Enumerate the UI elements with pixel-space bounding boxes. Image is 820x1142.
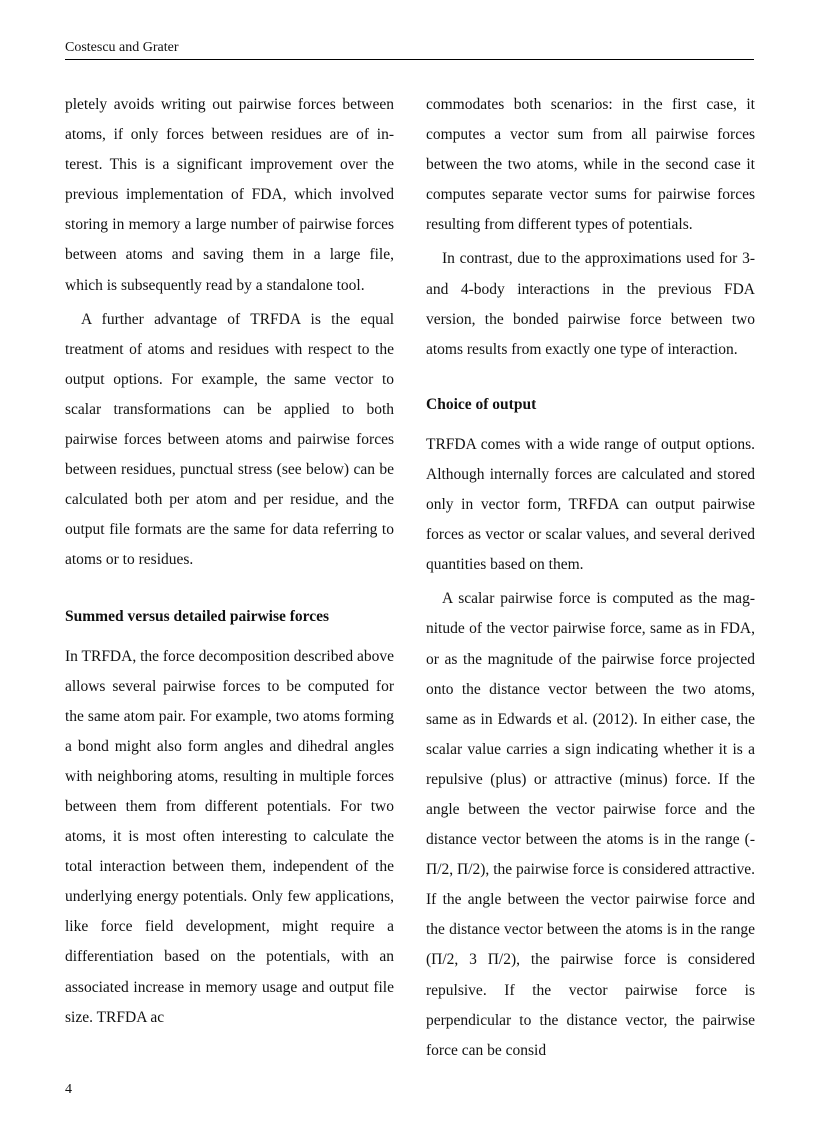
left-column	[65, 90, 394, 1033]
paragraph: In contrast, due to the approximations used for 3- and 4-body interactions in the previous FDA version, the bonded pairwise force between two atoms results from exactly one type of interaction.	[426, 250, 755, 358]
section-heading: Summed versus detailed pairwise forces	[65, 607, 330, 625]
paragraph: commodates both scenarios: in the first case, it computes a vector sum from all pairwise forces between the two atoms, while in the second case it computes separate vector sums for pairwise forces resulting from different types of potentials.	[426, 96, 755, 234]
header-rule	[65, 59, 754, 60]
page-number: 4	[65, 1082, 72, 1097]
paragraph: A further advantage of TRFDA is the equal treatment of atoms and residues with respect to the output options. For example, the same vector to scalar transformations can be applied to both pairwise forces between atoms and pairwise forces between residues, punctual stress (see below) can be calculated both per atom and per residue, and the output file formats are the same for data referring to atoms or to residues.	[65, 310, 394, 569]
paragraph: A scalar pairwise force is computed as the magnitude of the vector pairwise force, same as in FDA, or as the magnitude of the pairwise force projected onto the distance vector between the two atoms, same as in Edwards et al. (2012). In either case, the scalar value carries a sign indicating whether it is a repulsive (plus) or attractive (minus) force. If the angle between the vector pairwise force and the distance vector between the atoms is in the range (- Π/2, Π/2), the pairwise force is considered attractive. If the angle between the vector pairwise force and the distance vector between the atoms is in the range (Π/2, 3 Π/2), the pairwise force is considered repulsive. If the vector pairwise force is perpendicular to the distance vector, the pairwise force can be consid	[426, 590, 755, 1059]
paragraph: TRFDA comes with a wide range of output options. Although internally forces are calculated and stored only in vector form, TRFDA can output pairwise forces as vector or scalar values, and several derived quantities based on them.	[426, 435, 755, 574]
paragraph: pletely avoids writing out pairwise forces between atoms, if only forces between residues are of interest. This is a significant improvement over the previous implementation of FDA, which involved storing in memory a large number of pairwise forces between atoms and saving them in a large file, which is subsequently read by a standalone tool.	[65, 96, 394, 294]
section-heading: Choice of output	[426, 395, 537, 413]
right-column	[426, 90, 755, 1066]
paragraph: In TRFDA, the force decomposition described above allows several pairwise forces to be computed for the same atom pair. For example, two atoms forming a bond might also form angles and dihedral angles with neighboring atoms, resulting in multiple forces between them from different potentials. For two atoms, it is most often interesting to calculate the total interaction between them, independent of the underlying energy potentials. Only few applications, like force field development, might require a differentiation based on the potentials, with an associated increase in memory usage and output file size. TRFDA ac	[65, 647, 395, 1026]
running-header: Costescu and Grater	[65, 40, 179, 55]
